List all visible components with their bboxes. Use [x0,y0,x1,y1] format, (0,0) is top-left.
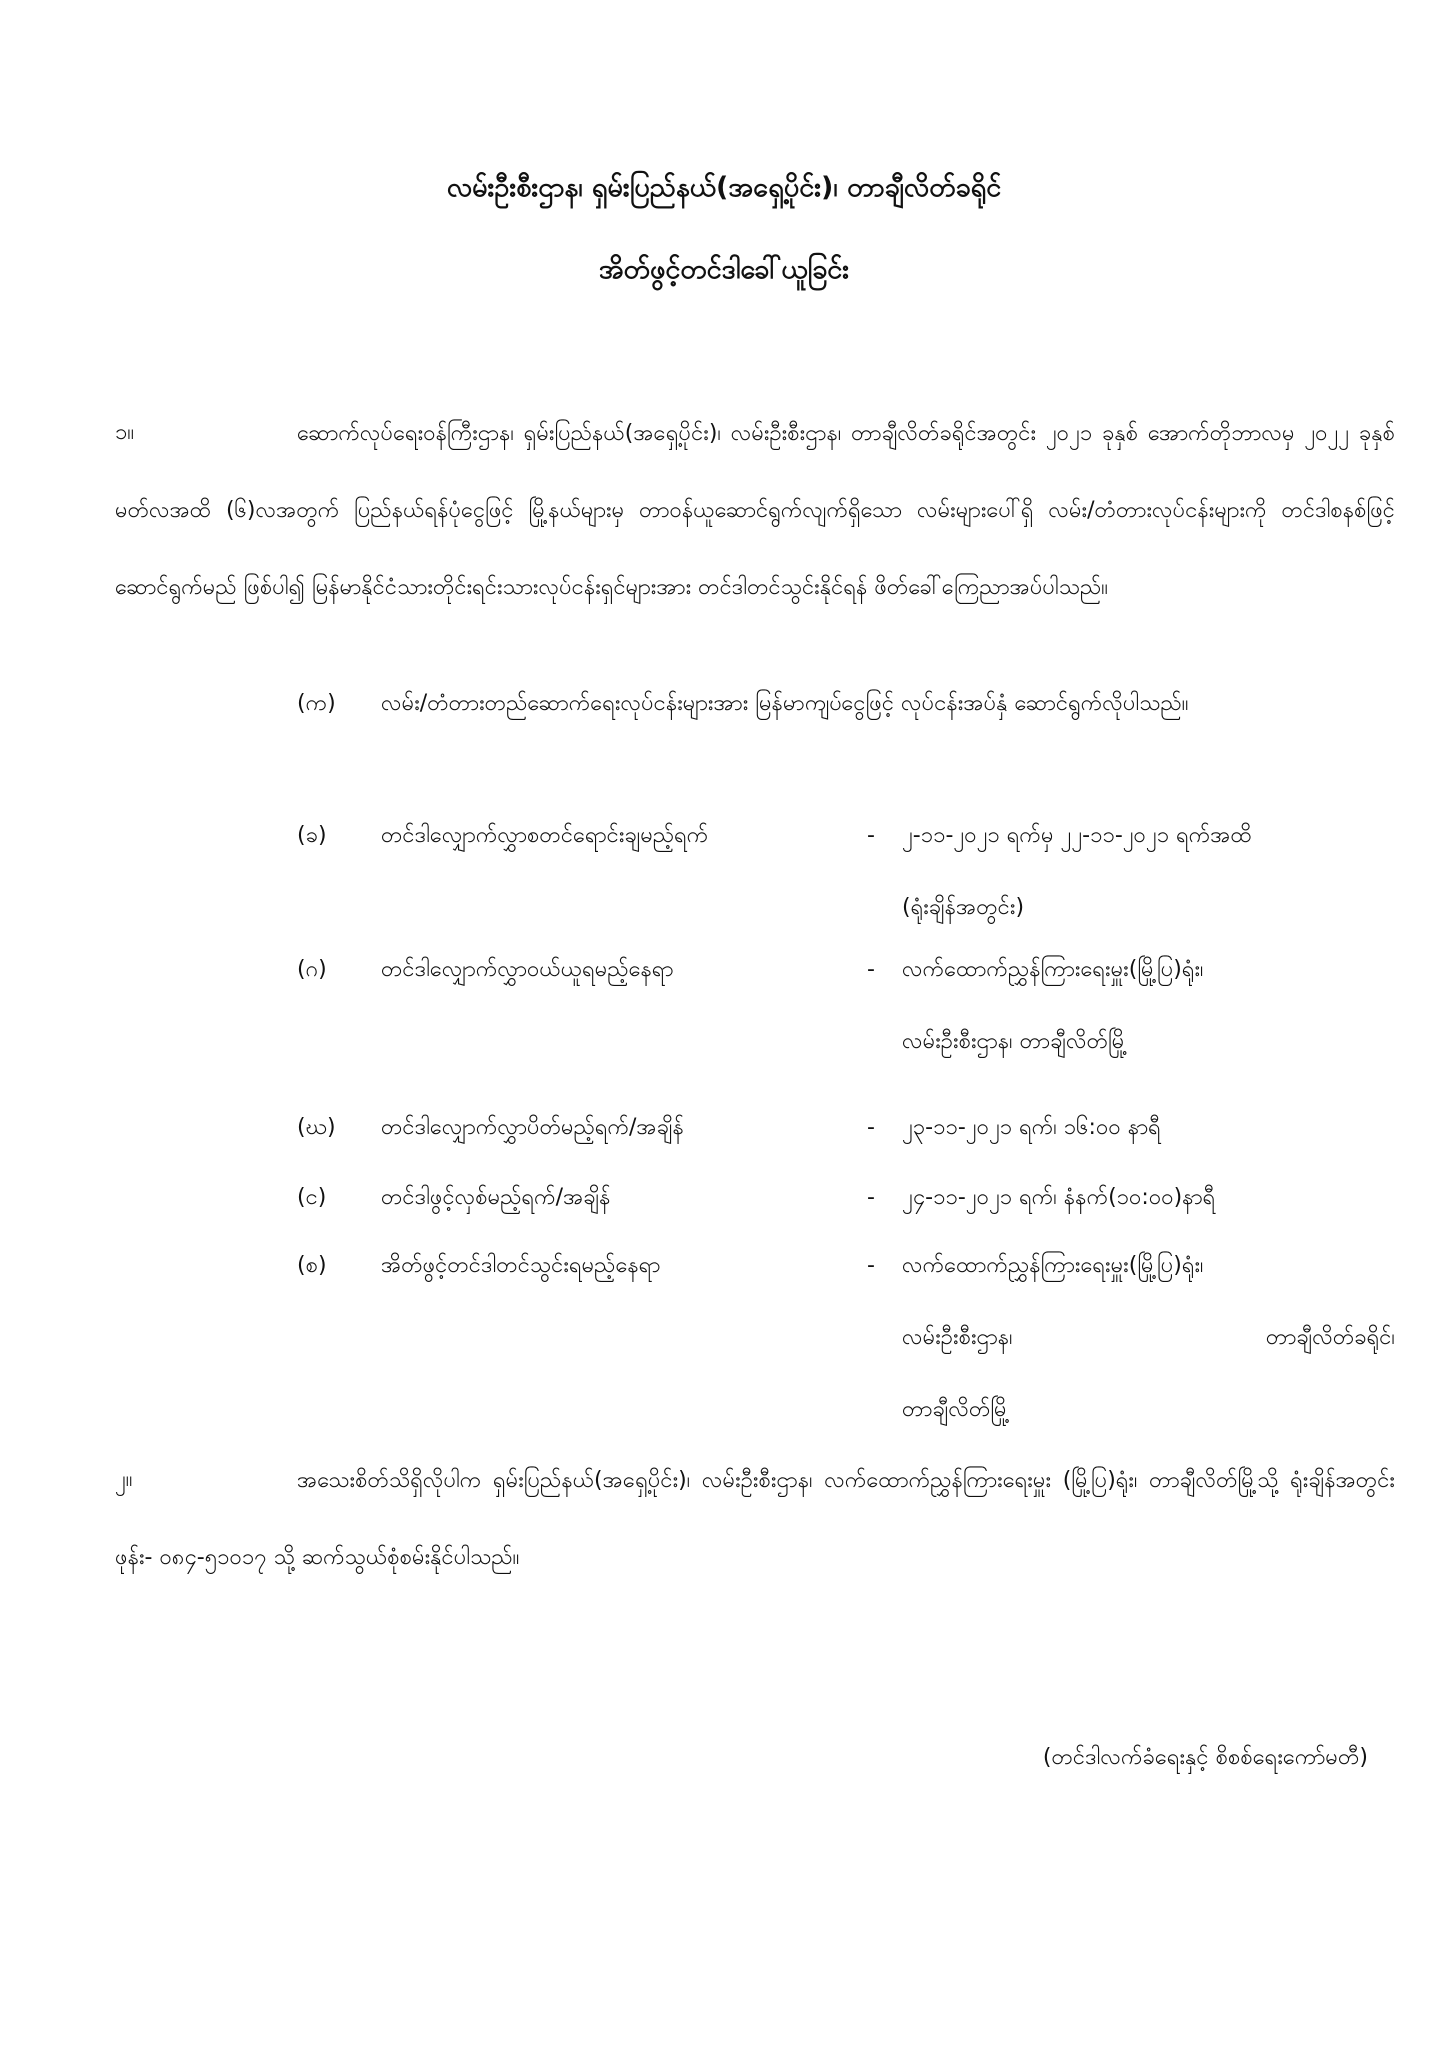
item-kha-dash: - [867,823,875,848]
item-nga-dash: - [867,1185,875,1210]
item-kha-label: တင်ဒါလျှောက်လွှာစတင်ရောင်းချမည့်ရက် [381,823,709,848]
section-2-number: ၂။ [115,1467,133,1492]
item-kha-value-line-2: (ရုံးချိန်အတွင်း) [902,895,1025,920]
section-1-paragraph: ဆောက်လုပ်ရေးဝန်ကြီးဌာန၊ ရှမ်းပြည်နယ်(အရှေ့ပိုင်း)၊ လမ်းဦးစီးဌာန၊ တာချီလိတ်ခရိုင်အတွင်း ၂၀၂၁ ခုနှစ် အောက်တိုဘာလမှ ၂၀၂၂ ခုနှစ် မတ်လအထိ (၆)လအတွက် ပြည်နယ်ရန်ပုံငွေဖြင့် မြို့နယ်များမှ တာဝန်ယူဆောင်ရွက်လျက်ရှိသော လမ်းများပေါ်ရှိ လမ်း/တံတားလုပ်ငန်းများကို တင်ဒါစနစ်ဖြင့်ဆောင်ရွက်မည် ဖြစ်ပါ၍ မြန်မာနိုင်ငံသားတိုင်းရင်းသားလုပ်ငန်းရှင်များအား တင်ဒါတင်သွင်းနိုင်ရန် ဖိတ်ခေါ်ကြေညာအပ်ပါသည်။ [115,421,1395,600]
item-sa-letter: (စ) [297,1253,327,1278]
item-sa-label: အိတ်ဖွင့်တင်ဒါတင်သွင်းရမည့်နေရာ [381,1253,661,1278]
item-sa-dash: - [867,1253,875,1278]
item-ga-letter: (ဂ) [297,957,327,982]
page-title-line-2: အိတ်ဖွင့်တင်ဒါခေါ်ယူခြင်း [598,254,850,285]
item-kha-value [902,800,1395,944]
item-gha-dash: - [867,1115,875,1140]
item-ga-label: တင်ဒါလျှောက်လွှာဝယ်ယူရမည့်နေရာ [381,957,674,982]
item-sa-value-line-3: တာချီလိတ်မြို့ [902,1397,1011,1422]
section-2-paragraph: အသေးစိတ်သိရှိလိုပါက ရှမ်းပြည်နယ်(အရှေ့ပိုင်း)၊ လမ်းဦးစီးဌာန၊ လက်ထောက်ညွှန်ကြားရေးမှူး (မြို့ပြ)ရုံး၊ တာချီလိတ်မြို့သို့ ရုံးချိန်အတွင်း ဖုန်း- ၀၈၄-၅၁၀၁၇ သို့ ဆက်သွယ်စုံစမ်းနိုင်ပါသည်။ [115,1468,1395,1570]
item-ka-text: လမ်း/တံတားတည်ဆောက်ရေးလုပ်ငန်းများအား မြန်မာကျပ်ငွေဖြင့် လုပ်ငန်းအပ်နှံ ဆောင်ရွက်လိုပါသည်။ [381,691,1189,716]
item-kha-letter: (ခ) [297,823,327,848]
item-ga-dash: - [867,957,875,982]
item-gha-letter: (ဃ) [297,1115,336,1140]
item-kha-value-line-1: ၂-၁၁-၂၀၂၁ ရက်မှ ၂၂-၁၁-၂၀၂၁ ရက်အထိ [902,823,1252,848]
section-1-number: ၁။ [115,420,135,445]
item-ka-letter: (က) [297,691,336,716]
item-ga-value [902,934,1395,1078]
item-nga-label: တင်ဒါဖွင့်လှစ်မည့်ရက်/အချိန် [381,1185,611,1210]
committee-signature: (တင်ဒါလက်ခံရေးနှင့် စိစစ်ရေးကော်မတီ) [1042,1745,1368,1770]
item-nga-value-text: ၂၄-၁၁-၂၀၂၁ ရက်၊ နံနက်(၁၀:၀၀)နာရီ [902,1185,1216,1210]
item-sa-value-line-2: လမ်းဦးစီးဌာန၊ တာချီလိတ်ခရိုင်၊ [902,1325,1395,1350]
item-gha-label: တင်ဒါလျှောက်လွှာပိတ်မည့်ရက်/အချိန် [381,1115,684,1140]
item-nga-value [902,1162,1395,1234]
item-ga-value-line-1: လက်ထောက်ညွှန်ကြားရေးမှူး(မြို့ပြ)ရုံး၊ [902,957,1204,982]
item-sa-value [902,1230,1395,1446]
item-nga-letter: (င) [297,1185,327,1210]
page-title-line-1: လမ်းဦးစီးဌာန၊ ရှမ်းပြည်နယ်(အရှေ့ပိုင်း)၊ တာချီလိတ်ခရိုင် [446,172,1002,203]
item-ga-value-line-2: လမ်းဦးစီးဌာန၊ တာချီလိတ်မြို့ [902,1029,1128,1054]
item-gha-value-text: ၂၃-၁၁-၂၀၂၁ ရက်၊ ၁၆:၀၀ နာရီ [902,1115,1161,1140]
item-gha-value [902,1092,1395,1164]
item-sa-value-line-1: လက်ထောက်ညွှန်ကြားရေးမှူး(မြို့ပြ)ရုံး၊ [902,1253,1204,1278]
